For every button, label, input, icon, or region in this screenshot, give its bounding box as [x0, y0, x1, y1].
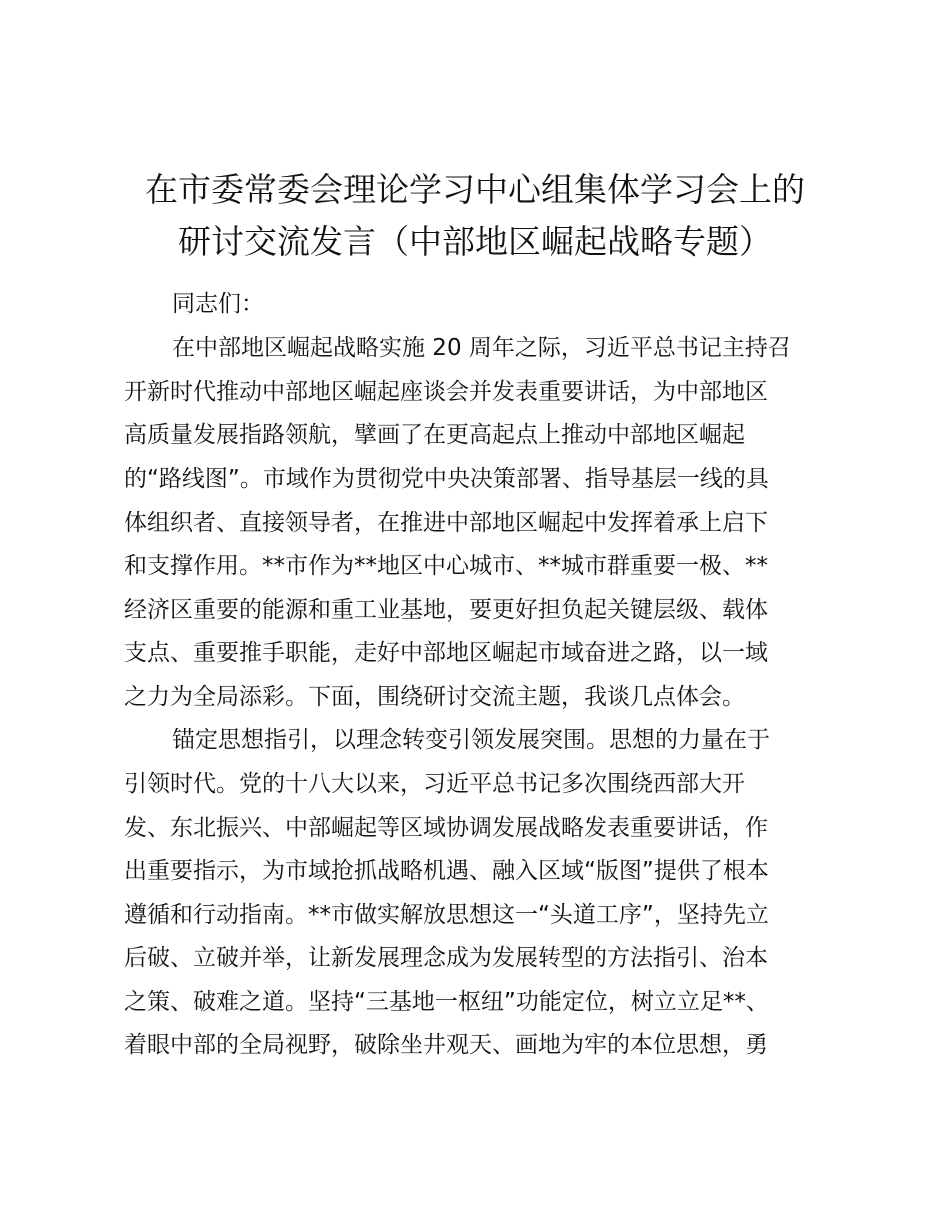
- paragraph-line: 之策、破难之道。坚持“三基地一枢纽”功能定位，树立立足**、: [124, 989, 769, 1015]
- paragraph-line: 高质量发展指路领航，擘画了在更高起点上推动中部地区崛起: [124, 422, 745, 448]
- paragraph-line: 在中部地区崛起战略实施 20 周年之际，习近平总书记主持召: [172, 335, 791, 361]
- paragraph-line: 体组织者、直接领导者，在推进中部地区崛起中发挥着承上启下: [124, 510, 768, 536]
- paragraph-line: 出重要指示，为市域抢抓战略机遇、融入区域“版图”提供了根本: [124, 858, 769, 884]
- paragraph-line: 支点、重要推手职能，走好中部地区崛起市域奋进之路，以一域: [124, 640, 768, 666]
- document-title-line-1: 在市委常委会理论学习中心组集体学习会上的: [145, 170, 805, 209]
- paragraph-line: 着眼中部的全局视野，破除坐井观天、画地为牢的本位思想，勇: [124, 1032, 768, 1058]
- paragraph-line: 经济区重要的能源和重工业基地，要更好担负起关键层级、载体: [124, 597, 768, 623]
- paragraph-line: 开新时代推动中部地区崛起座谈会并发表重要讲话，为中部地区: [124, 379, 768, 405]
- paragraph-line: 之力为全局添彩。下面，围绕研讨交流主题，我谈几点体会。: [124, 684, 745, 710]
- document-title-line-2: 研讨交流发言（中部地区崛起战略专题）: [178, 222, 772, 261]
- paragraph-line: 发、东北振兴、中部崛起等区域协调发展战略发表重要讲话，作: [124, 815, 768, 841]
- paragraph-line: 引领时代。党的十八大以来，习近平总书记多次围绕西部大开: [124, 771, 745, 797]
- paragraph-line: 后破、立破并举，让新发展理念成为发展转型的方法指引、治本: [124, 945, 768, 971]
- salutation: 同志们：: [172, 291, 264, 317]
- paragraph-line: 和支撑作用。**市作为**地区中心城市、**城市群重要一极、**: [124, 553, 768, 579]
- paragraph-line: 锚定思想指引，以理念转变引领发展突围。思想的力量在于: [172, 727, 770, 753]
- paragraph-line: 的“路线图”。市域作为贯彻党中央决策部署、指导基层一线的具: [124, 466, 769, 492]
- paragraph-line: 遵循和行动指南。**市做实解放思想这一“头道工序”，坚持先立: [124, 902, 769, 928]
